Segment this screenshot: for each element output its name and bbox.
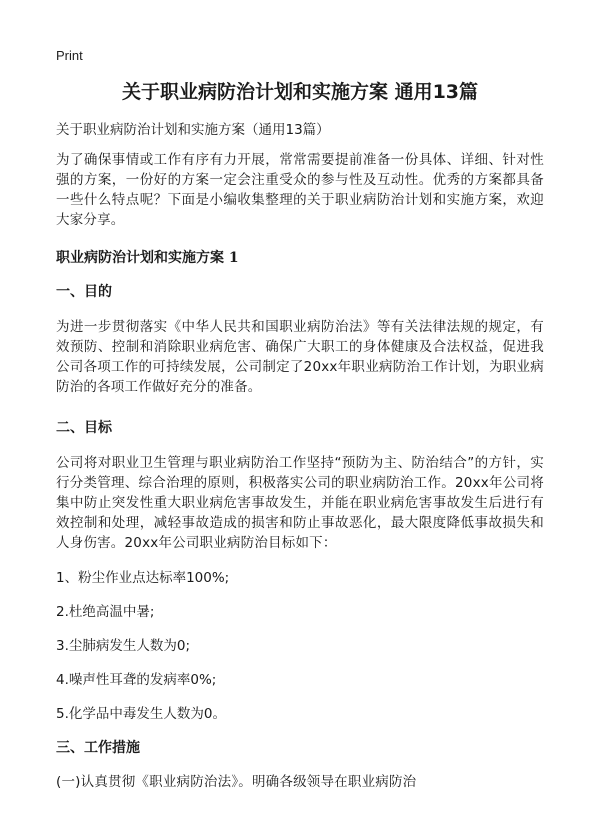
intro-paragraph: 为了确保事情或工作有序有力开展，常常需要提前准备一份具体、详细、针对性强的方案，一份好的方案一定会注重受众的参与性及互动性。优秀的方案都具备一些什么特点呢？下面是小编收集整理的关于职业病防治计划和实施方案，欢迎大家分享。	[56, 152, 544, 228]
target-list-item: 2.杜绝高温中暑;	[56, 604, 155, 620]
document-title: 关于职业病防治计划和实施方案 通用13篇	[121, 81, 479, 103]
target-list-item: 3.尘肺病发生人数为0;	[56, 638, 191, 654]
section-heading-target: 二、目标	[56, 420, 112, 436]
target-paragraph: 公司将对职业卫生管理与职业病防治工作坚持“预防为主、防治结合”的方针，实行分类管理、综合治理的原则，积极落实公司的职业病防治工作。20xx年公司将集中防止突发性重大职业病危害事故发生，并能在职业病危害事故发生后进行有效控制和处理，减轻事故造成的损害和防止事故恶化，最大限度降低事故损失和人身伤害。20xx年公司职业病防治目标如下：	[56, 455, 544, 551]
target-list-item: 5.化学品中毒发生人数为0。	[56, 706, 226, 722]
target-list-item: 1、粉尘作业点达标率100%;	[56, 570, 230, 586]
document-subtitle: 关于职业病防治计划和实施方案（通用13篇）	[56, 122, 330, 138]
target-list-item: 4.噪声性耳聋的发病率0%;	[56, 672, 217, 688]
section-heading-purpose: 一、目的	[56, 284, 112, 300]
print-label: Print	[56, 48, 83, 63]
measures-paragraph: (一)认真贯彻《职业病防治法》。明确各级领导在职业病防治	[56, 774, 417, 790]
plan-heading: 职业病防治计划和实施方案 1	[56, 250, 239, 266]
purpose-paragraph: 为进一步贯彻落实《中华人民共和国职业病防治法》等有关法律法规的规定，有效预防、控制和消除职业病危害、确保广大职工的身体健康及合法权益，促进我公司各项工作的可持续发展，公司制定了20xx年职业病防治工作计划，为职业病防治的各项工作做好充分的准备。	[56, 319, 544, 395]
section-heading-measures: 三、工作措施	[56, 740, 140, 756]
